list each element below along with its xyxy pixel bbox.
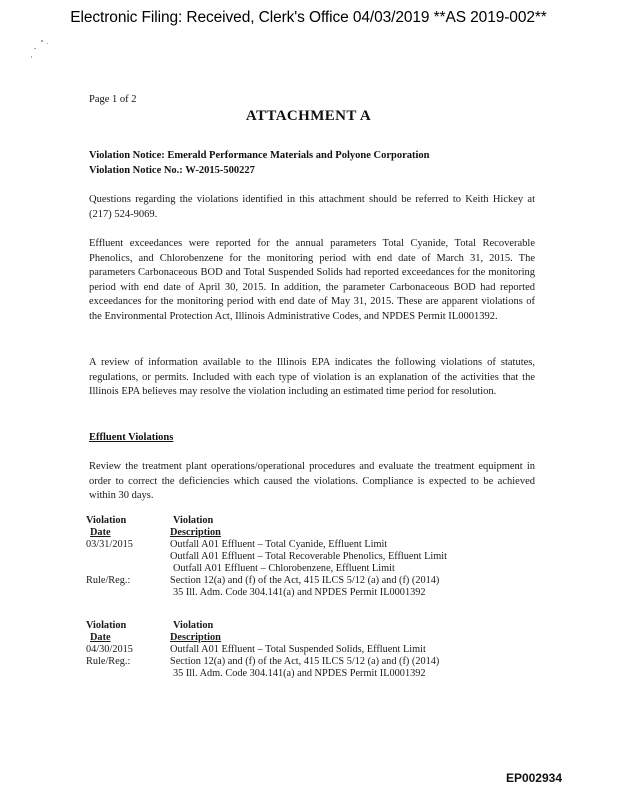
rule-reg-text: Section 12(a) and (f) of the Act, 415 ILCS 5/12 (a) and (f) (2014) xyxy=(170,656,440,667)
col-description-header-bottom: Description xyxy=(170,527,221,538)
col-date-header-bottom: Date xyxy=(90,527,111,538)
violation-description: Outfall A01 Effluent – Total Recoverable Phenolics, Effluent Limit xyxy=(170,551,447,562)
violation-description: Outfall A01 Effluent – Total Suspended Solids, Effluent Limit xyxy=(170,644,426,655)
violation-table-2 xyxy=(86,620,439,680)
violation-description: Outfall A01 Effluent – Total Cyanide, Effluent Limit xyxy=(170,539,388,550)
effluent-paragraph: Review the treatment plant operations/operational procedures and evaluate the treatment equipment in order to correct the deficiencies which caused the violations. Compliance is expected to be achieved within 30 days. xyxy=(89,461,535,501)
col-description-header-top: Violation xyxy=(173,620,214,631)
document-title: ATTACHMENT A xyxy=(245,108,372,124)
bates-number: EP002934 xyxy=(505,771,562,785)
scan-specks xyxy=(30,38,60,68)
effluent-violations-heading: Effluent Violations xyxy=(89,432,174,443)
col-date-header-bottom: Date xyxy=(90,632,111,643)
col-description-header-top: Violation xyxy=(173,515,214,526)
violation-table-1 xyxy=(86,515,447,599)
filing-stamp: Electronic Filing: Received, Clerk's Office 04/03/2019 **AS 2019-002** xyxy=(70,9,547,26)
rule-reg-text: 35 Ill. Adm. Code 304.141(a) and NPDES Permit IL0001392 xyxy=(173,587,426,598)
rule-reg-text: Section 12(a) and (f) of the Act, 415 ILCS 5/12 (a) and (f) (2014) xyxy=(170,575,440,586)
col-date-header-top: Violation xyxy=(86,515,127,526)
rule-reg-text: 35 Ill. Adm. Code 304.141(a) and NPDES Permit IL0001392 xyxy=(173,668,426,679)
col-description-header-bottom: Description xyxy=(170,632,221,643)
notice-number-line: Violation Notice No.: W-2015-500227 xyxy=(89,164,255,176)
review-paragraph: A review of information available to the Illinois EPA indicates the following violations of statutes, regulations, or permits. Included with each type of violation is an explanation of the activities that the Illinois EPA believes may resolve the violation including an estimated time period for resolution. xyxy=(89,357,535,397)
rule-reg-label: Rule/Reg.: xyxy=(86,575,131,586)
contact-paragraph: Questions regarding the violations identified in this attachment should be referred to Keith Hickey at (217) 524-9069. xyxy=(89,194,535,220)
violation-date: 03/31/2015 xyxy=(86,539,133,550)
notice-company-line: Violation Notice: Emerald Performance Materials and Polyone Corporation xyxy=(89,150,430,161)
violation-notice-block xyxy=(89,149,430,178)
violation-date: 04/30/2015 xyxy=(86,644,133,655)
rule-reg-label: Rule/Reg.: xyxy=(86,656,131,667)
page-number: Page 1 of 2 xyxy=(89,94,137,105)
exceedances-paragraph: Effluent exceedances were reported for the annual parameters Total Cyanide, Total Recoverable Phenolics, and Chlorobenzene for the monitoring period with end date of March 31, 2015. The parameters Carbonaceous BOD and Total Suspended Solids had reported exceedances for the monitoring period with end date of April 30, 2015. In addition, the parameter Carbonaceous BOD had reported exceedances for the monitoring period with end date of May 31, 2015. These are apparent violations of the Environmental Protection Act, Illinois Administrative Codes, and NPDES Permit IL0001392. xyxy=(89,238,535,322)
col-date-header-top: Violation xyxy=(86,620,127,631)
violation-description: Outfall A01 Effluent – Chlorobenzene, Effluent Limit xyxy=(173,563,395,574)
